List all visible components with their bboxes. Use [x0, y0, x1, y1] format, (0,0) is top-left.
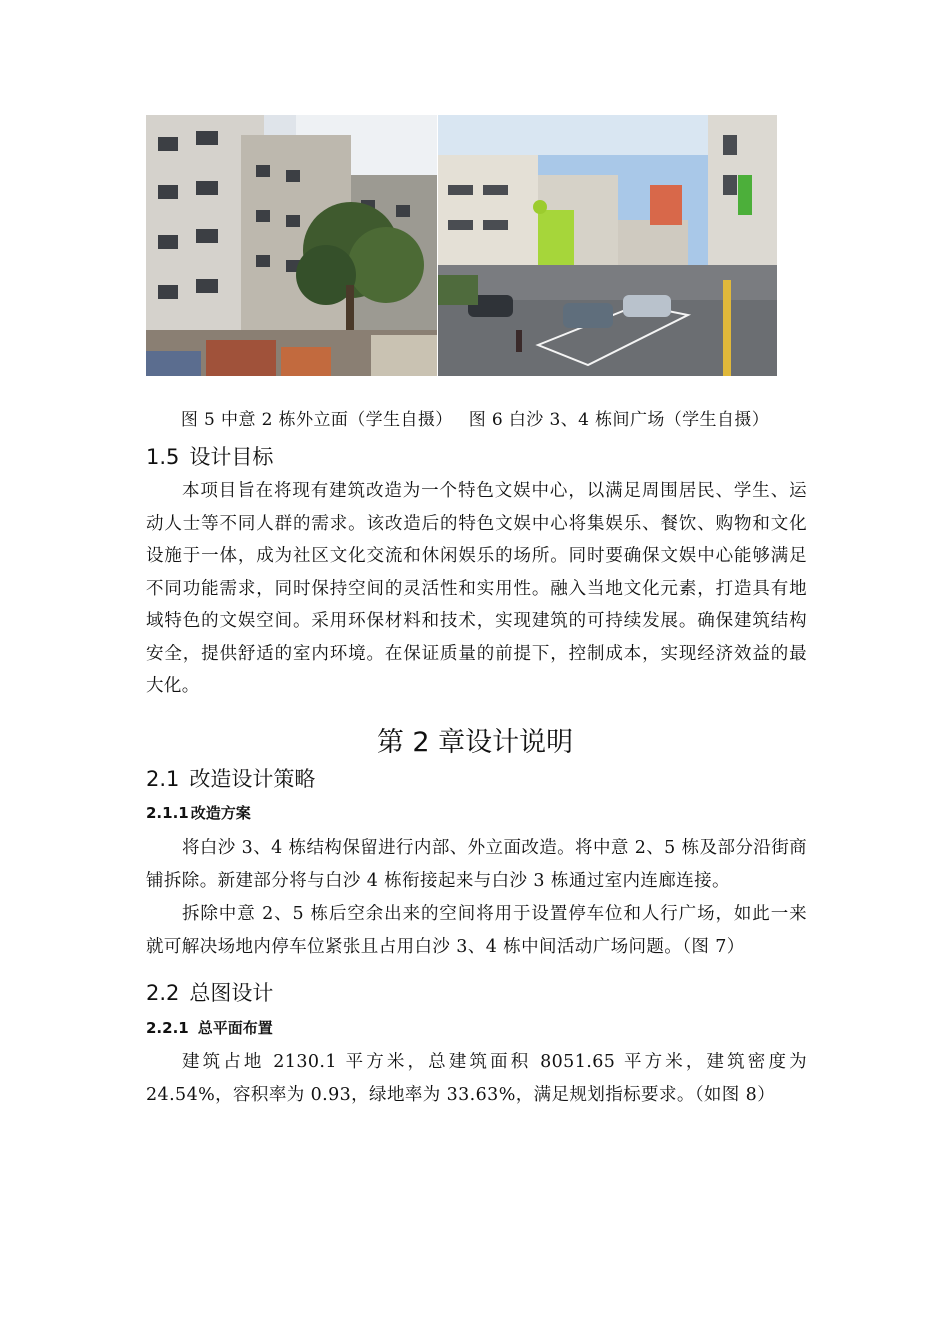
figure-captions: [0, 405, 950, 430]
section-title: 设计目标: [189, 445, 274, 469]
subsection-title: 总平面布置: [197, 1019, 273, 1037]
figure-5-caption: 图 5 中意 2 栋外立面（学生自摄）: [180, 410, 453, 430]
figure-5-facade-photo: [146, 115, 437, 376]
subsection-number: 2.2.1: [146, 1019, 189, 1037]
section-2-2-1-heading: [146, 1017, 273, 1038]
figure-6-caption: 图 6 白沙 3、4 栋间广场（学生自摄）: [468, 410, 770, 430]
figure-6-plaza-photo: [438, 115, 777, 376]
section-1-5-paragraph: 本项目旨在将现有建筑改造为一个特色文娱中心，以满足周围居民、学生、运动人士等不同人群的需求。该改造后的特色文娱中心将集娱乐、餐饮、购物和文化设施于一体，成为社区文化交流和休闲娱乐的场所。同时要确保文娱中心能够满足不同功能需求，同时保持空间的灵活性和实用性。融入当地文化元素，打造具有地域特色的文娱空间。采用环保材料和技术，实现建筑的可持续发展。确保建筑结构安全，提供舒适的室内环境。在保证质量的前提下，控制成本，实现经济效益的最大化。: [146, 481, 807, 696]
section-title: 总图设计: [189, 981, 274, 1005]
section-number: 2.2: [146, 981, 180, 1005]
subsection-title: 改造方案: [190, 804, 251, 822]
section-number: 1.5: [146, 445, 180, 469]
chapter-2-title: 第 2 章设计说明: [376, 727, 574, 758]
section-1-5-heading: [146, 441, 273, 471]
section-2-1-1-heading: [146, 802, 251, 823]
section-number: 2.1: [146, 767, 180, 791]
subsection-number: 2.1.1: [146, 804, 189, 822]
section-2-1-1-paragraph-2: 拆除中意 2、5 栋后空余出来的空间将用于设置停车位和人行广场，如此一来就可解决场地内停车位紧张且占用白沙 3、4 栋中间活动广场问题。（图 7）: [146, 904, 807, 957]
section-2-1-1-paragraph-1: 将白沙 3、4 栋结构保留进行内部、外立面改造。将中意 2、5 栋及部分沿街商铺拆除。新建部分将与白沙 4 栋衔接起来与白沙 3 栋通过室内连廊连接。: [146, 838, 807, 891]
section-title: 改造设计策略: [189, 767, 316, 791]
section-2-2-heading: [146, 977, 273, 1007]
section-2-1-heading: [146, 763, 315, 793]
section-2-2-1-paragraph: 建筑占地 2130.1 平方米，总建筑面积 8051.65 平方米，建筑密度为 24.54%，容积率为 0.93，绿地率为 33.63%，满足规划指标要求。（如图 8）: [146, 1052, 807, 1105]
